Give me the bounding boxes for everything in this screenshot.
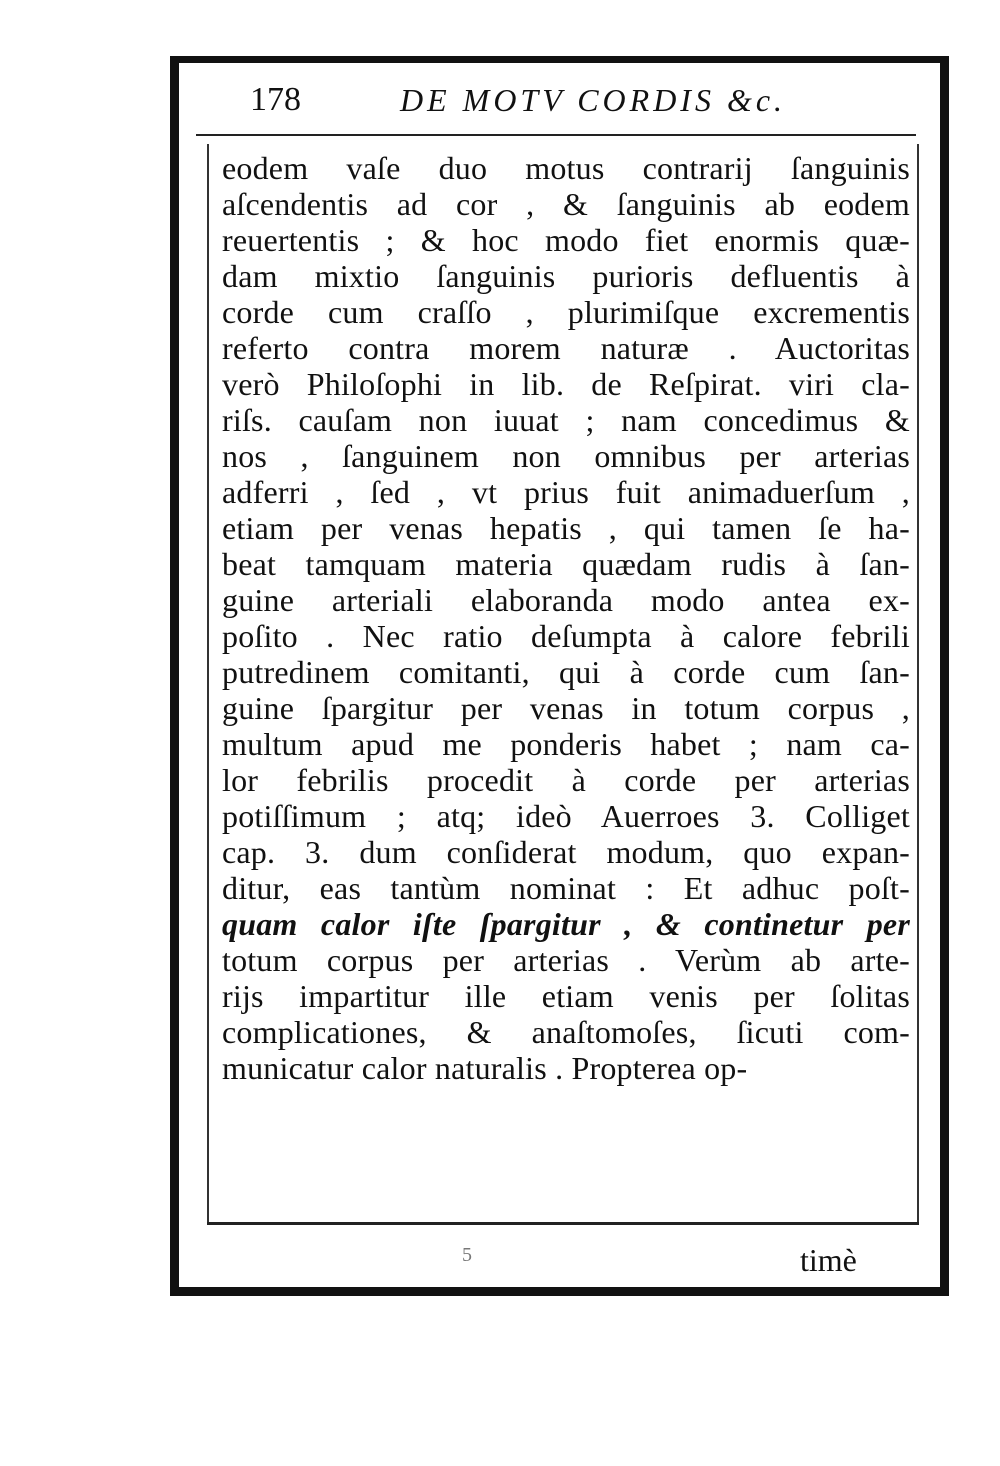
text-line: ditur, eas tantùm nominat : Et adhuc poſt- <box>222 870 910 906</box>
text-line: guine ſpargitur per venas in totum corpus , <box>222 690 910 726</box>
catchword: timè <box>800 1242 857 1278</box>
signature-mark: 5 <box>462 1244 472 1266</box>
text-line: complicationes, & anaſtomoſes, ſicuti com- <box>222 1014 910 1050</box>
text-line: referto contra morem naturæ . Auctoritas <box>222 330 910 366</box>
text-line: rijs impartitur ille etiam venis per ſolitas <box>222 978 910 1014</box>
text-box-bottom-rule <box>207 1222 919 1225</box>
page-header <box>250 78 890 122</box>
text-line: aſcendentis ad cor , & ſanguinis ab eodem <box>222 186 910 222</box>
frame-bottom-border <box>170 1287 949 1296</box>
text-line: etiam per venas hepatis , qui tamen ſe ha- <box>222 510 910 546</box>
text-line: beat tamquam materia quædam rudis à ſan- <box>222 546 910 582</box>
text-line: multum apud me ponderis habet ; nam ca- <box>222 726 910 762</box>
text-line: cap. 3. dum conſiderat modum, quo expan- <box>222 834 910 870</box>
text-line: quam calor iſte ſpargitur , & continetur per <box>222 906 910 942</box>
text-line: eodem vaſe duo motus contrarij ſanguinis <box>222 150 910 186</box>
text-line: municatur calor naturalis . Propterea op- <box>222 1050 748 1086</box>
text-line: nos , ſanguinem non omnibus per arterias <box>222 438 910 474</box>
text-line: corde cum craſſo , plurimiſque excrementis <box>222 294 910 330</box>
text-line: guine arteriali elaboranda modo antea ex- <box>222 582 910 618</box>
text-line: poſito . Nec ratio deſumpta à calore febrili <box>222 618 910 654</box>
body-text <box>222 150 910 1086</box>
text-line: reuertentis ; & hoc modo fiet enormis quæ- <box>222 222 910 258</box>
text-line: dam mixtio ſanguinis purioris defluentis à <box>222 258 910 294</box>
page-number: 178 <box>250 81 301 118</box>
text-line: riſs. cauſam non iuuat ; nam concedimus & <box>222 402 910 438</box>
frame-right-border <box>940 56 949 1296</box>
header-rule <box>196 134 916 136</box>
text-line: adferri , ſed , vt prius fuit animaduerſum , <box>222 474 910 510</box>
text-line: verò Philoſophi in lib. de Reſpirat. viri cla- <box>222 366 910 402</box>
text-box-right-rule <box>917 144 919 1222</box>
frame-top-border <box>170 56 948 63</box>
running-title: DE MOTV CORDIS &c. <box>400 82 787 118</box>
text-line: totum corpus per arterias . Verùm ab arte- <box>222 942 910 978</box>
frame-left-border <box>170 56 179 1296</box>
text-line: lor febrilis procedit à corde per arterias <box>222 762 910 798</box>
text-line: putredinem comitanti, qui à corde cum ſan- <box>222 654 910 690</box>
text-line: potiſſimum ; atq; ideò Auerroes 3. Colliget <box>222 798 910 834</box>
text-box-left-rule <box>207 144 209 1222</box>
